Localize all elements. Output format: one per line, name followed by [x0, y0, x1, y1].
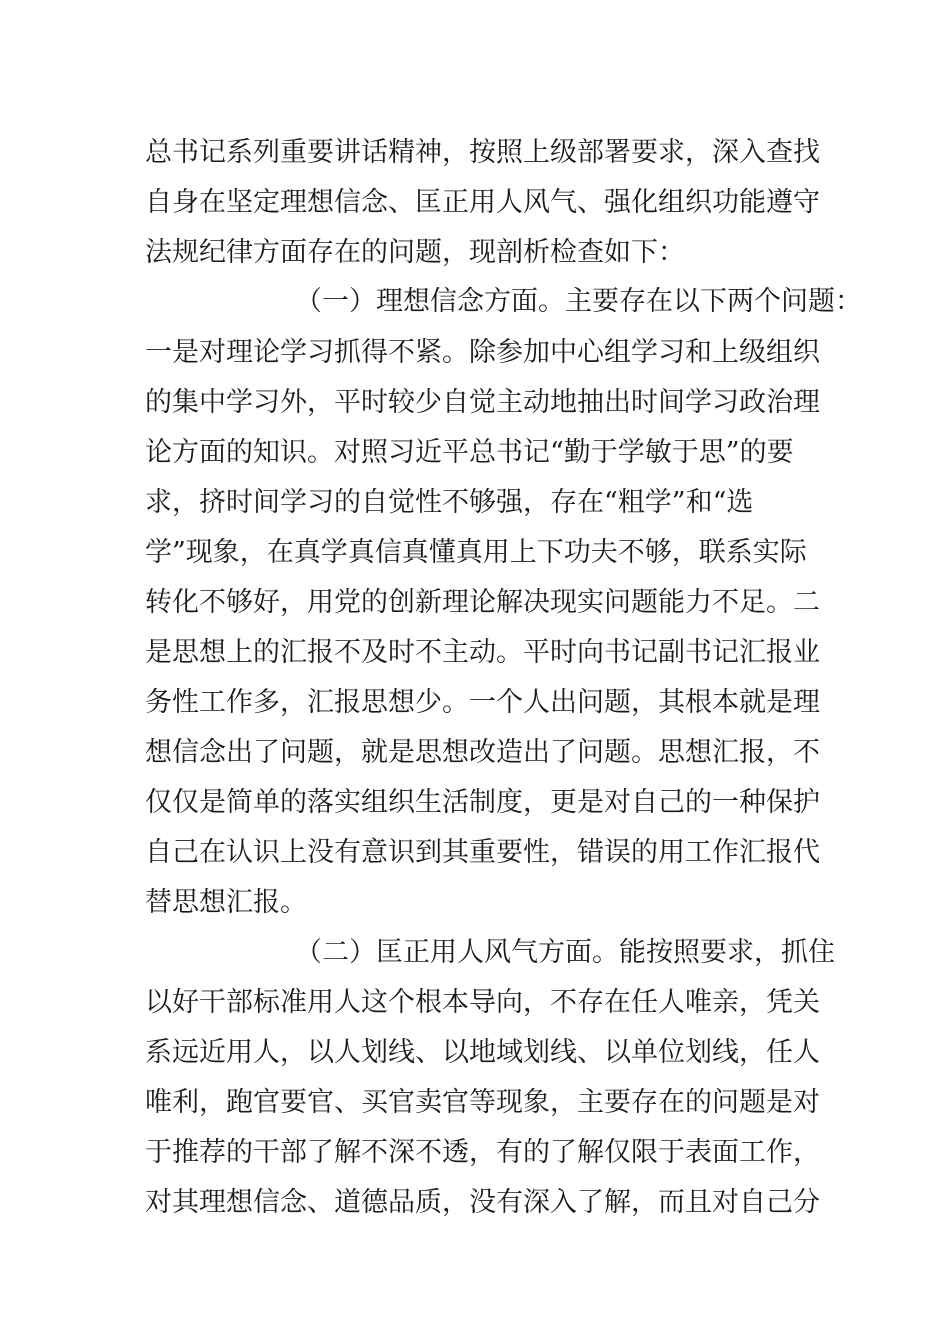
text-line: 总书记系列重要讲话精神，按照上级部署要求，深入查找	[145, 137, 820, 168]
text-line: 对其理想信念、道德品质，没有深入了解，而且对自己分	[145, 1187, 820, 1218]
text-line: 法规纪律方面存在的问题，现剖析检查如下：	[145, 237, 685, 268]
text-line: 转化不够好，用党的创新理论解决现实问题能力不足。二	[145, 587, 820, 618]
text-line: 一是对理论学习抓得不紧。除参加中心组学习和上级组织	[145, 337, 820, 368]
text-line: 自己在认识上没有意识到其重要性，错误的用工作汇报代	[145, 837, 820, 868]
text-line: 务性工作多，汇报思想少。一个人出问题，其根本就是理	[145, 687, 820, 718]
text-line: 系远近用人，以人划线、以地域划线、以单位划线，任人	[145, 1037, 820, 1068]
text-line: 仅仅是简单的落实组织生活制度，更是对自己的一种保护	[145, 787, 820, 818]
text-line: 于推荐的干部了解不深不透，有的了解仅限于表面工作，	[145, 1137, 820, 1168]
text-line: 替思想汇报。	[145, 887, 307, 918]
text-line: 的集中学习外，平时较少自觉主动地抽出时间学习政治理	[145, 387, 820, 418]
text-line: 想信念出了问题，就是思想改造出了问题。思想汇报，不	[145, 737, 820, 768]
section-heading-2: （二）匡正用人风气方面。能按照要求，抓住	[295, 937, 835, 968]
text-line: 求，挤时间学习的自觉性不够强，存在“粗学”和“选	[145, 487, 754, 518]
text-line: 以好干部标准用人这个根本导向，不存在任人唯亲，凭关	[145, 987, 820, 1018]
text-line: 论方面的知识。对照习近平总书记“勤于学敏于思”的要	[145, 437, 794, 468]
text-line: 学”现象，在真学真信真懂真用上下功夫不够，联系实际	[145, 537, 807, 568]
text-line: 唯利，跑官要官、买官卖官等现象，主要存在的问题是对	[145, 1087, 820, 1118]
section-heading-1: （一）理想信念方面。主要存在以下两个问题：	[295, 286, 862, 317]
text-line: 自身在坚定理想信念、匡正用人风气、强化组织功能遵守	[145, 187, 820, 218]
text-line: 是思想上的汇报不及时不主动。平时向书记副书记汇报业	[145, 637, 820, 668]
